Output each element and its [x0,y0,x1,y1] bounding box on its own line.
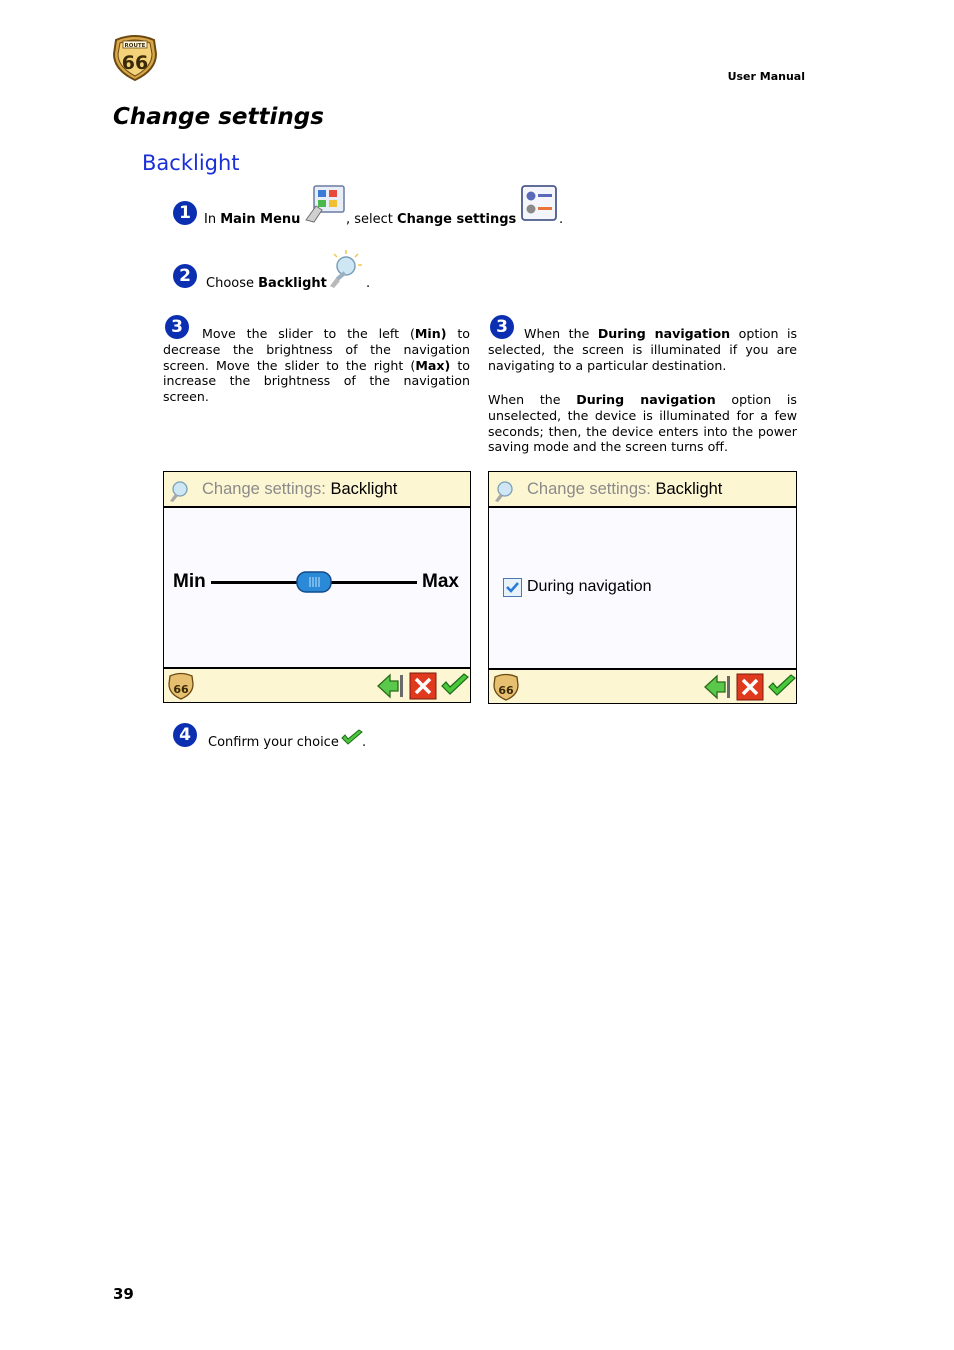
step-3-right-para-2: When the During navigation option is unselected, the device is illuminated for a few seconds; then, the device enters into the power saving mode and the screen turns off. [488,392,797,455]
step-3-right-para-1: When the During navigation option is selected, the screen is illuminated if you are navigating to a particular destination. [488,326,798,373]
slider-min-label: Min [173,571,206,592]
step-4-badge: 4 [173,723,197,747]
step-2-period: . [366,276,371,291]
slider-thumb[interactable] [296,570,332,594]
confirm-icon[interactable] [440,672,470,703]
step-1-text-2: , select Change settings [346,212,517,227]
step-3-right-badge: 3 [490,315,514,339]
confirm-icon[interactable] [767,673,797,704]
slider-max-label: Max [422,571,459,592]
backlight-small-icon [168,479,190,508]
during-navigation-label[interactable]: During navigation [527,578,652,595]
route66-footer-logo [167,672,195,703]
panel-title: Backlight [330,480,398,498]
cancel-icon[interactable] [736,673,764,704]
panel-title: Backlight [655,480,723,498]
change-settings-icon [520,184,560,224]
panel-title-prefix: Change settings: [202,480,326,498]
back-icon[interactable] [376,672,406,703]
step-4-text: Confirm your choice [208,735,339,750]
step-1-text: In Main Menu [204,212,301,227]
panel-footer [164,667,470,702]
back-icon[interactable] [703,673,733,704]
page-title: Change settings [113,104,324,130]
backlight-small-icon [493,479,515,508]
cancel-icon[interactable] [409,672,437,703]
step-1-badge: 1 [173,201,197,225]
svg-text:66: 66 [121,52,149,74]
svg-text:66: 66 [173,683,189,696]
route66-logo [112,34,158,82]
backlight-slider-screen [163,471,471,703]
manual-label: User Manual [727,70,805,83]
page-number: 39 [113,1285,134,1303]
panel-header [164,472,470,508]
step-2-text: Choose Backlight [206,276,327,291]
step-2-badge: 2 [173,264,197,288]
panel-footer [489,668,796,703]
main-menu-icon [304,184,344,224]
step-3-left-text: Move the slider to the left (Min) to decrease the brightness of the navigation screen. Move the slider to the right (Max) to increase the brightness of the navigation screen. [163,326,471,405]
during-navigation-checkbox[interactable] [503,578,522,597]
panel-title-prefix: Change settings: [527,480,651,498]
backlight-checkbox-screen [488,471,797,704]
route66-footer-logo [492,673,520,704]
section-heading: Backlight [142,151,240,175]
step-3-left-badge: 3 [165,315,189,339]
step-1-period: . [559,212,564,227]
step-4-period: . [362,735,367,750]
svg-text:66: 66 [498,684,514,697]
svg-text:ROUTE: ROUTE [124,43,146,49]
confirm-small-icon [341,729,363,750]
backlight-icon [326,248,366,288]
panel-header [489,472,796,508]
